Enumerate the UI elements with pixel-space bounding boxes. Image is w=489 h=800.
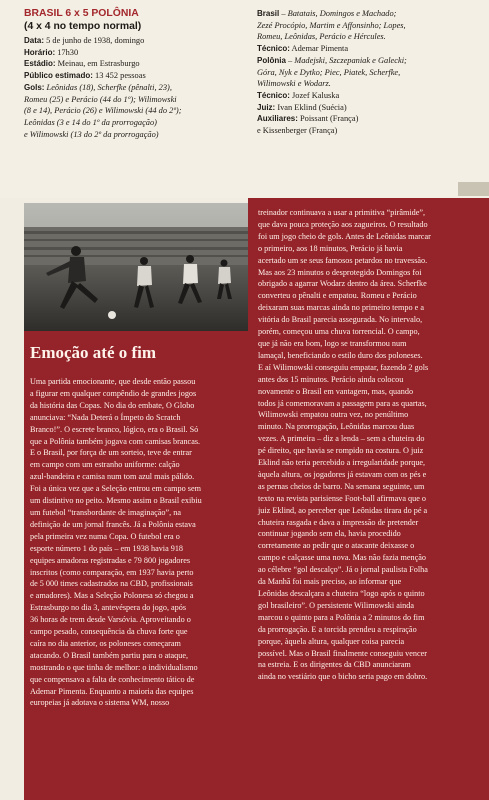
article-line: campo pesado, consequência da chuva forte que [30,627,188,637]
assistants-row [257,113,457,125]
article-line: de 5 000 times cadastrados na CBD, profissionais [30,579,193,589]
stadium-value: Meinau, em Estrasburgo [55,59,140,69]
article-line: àquela altura, os jogadores já estavam com os pés e [258,469,427,479]
article-line: E o Brasil, por força de um sorteio, teve de entrar [30,448,192,458]
polonia-coach: Jozef Kaluska [289,90,340,100]
brasil-players: Romeu, Leônidas, Perácio e Hércules. [257,32,386,42]
article-line: ainda no vestiário que o bicho seria pago em dobro. [258,672,428,682]
article-line: da Manhã foi mais preciso, ao informar que [258,577,402,587]
article-body-left [30,376,242,709]
polonia-coach-row [257,90,457,102]
article-line: Eklind não teria percebido a irregularidade porque, [258,458,426,468]
coach-label: Técnico: [257,90,290,100]
referee-value: Ivan Eklind (Suécia) [275,102,347,112]
article-line: Wilimowski empatou outra vez, no penúltimo [258,410,409,420]
article-line: ao célebre “gol descalço”. Já o jornal paulista Folha [258,565,428,575]
attendance-label: Público estimado: [24,71,93,81]
article-line: possível. Mas o Brasil finalmente conseguiu vencer [258,648,427,658]
polonia-players: Wilimowski e Wodarz. [257,79,331,89]
date-value: 5 de junho de 1938, domingo [44,36,145,45]
article-line: todos já comemoravam a passagem para as quartas, [258,398,427,408]
article-line: treinador continuava a usar a primitiva “pirâmide”, [258,208,426,217]
article-line: em campo com um estranho uniforme: calção [30,460,180,470]
article-line: campo e calçasse uma nova. Mas não fazia menção [258,553,426,563]
article-line: Ademar Pimenta. Enquanto a maioria das equipes [30,686,194,696]
goals-line: Romeu (25) e Perácio (44 do 1º); Wilimowski [24,94,177,104]
article-line: marcou o quinto para a Polônia a 2 minutos do fim [258,612,425,622]
article-line: porque, àquela altura, qualquer coisa parecia [258,636,405,646]
article-line: europeias já adotava o sistema WM, nosso [30,698,170,708]
goals-line: Leônidas (3 e 14 do 1º da prorrogação) [24,117,157,127]
article-line: juiz Eklind, ao perceber que Leônidas tirara do pé a [258,505,428,515]
match-subtitle: (4 x 4 no tempo normal) [24,21,142,32]
stadium-row [24,58,250,70]
article-line: E aí Wilimowski conseguiu empatar, fazendo 2 gols [258,362,429,372]
attendance-row [24,70,250,82]
polonia-label: Polônia [257,55,286,65]
brasil-label: Brasil [257,9,280,18]
article-line: converteu o pênalti e empatou. Romeu e Perácio [258,291,417,301]
time-row [24,47,250,59]
brasil-coach-row [257,43,457,55]
article-line: pela primeira vez numa Copa. O futebol era o [30,531,180,541]
assistants-value-2: e Kissenberger (França) [257,126,338,136]
time-value: 17h30 [55,47,79,57]
goals-row [24,82,250,94]
article-line: Leônidas descalçara a chuteira “logo após o quinto [258,589,425,598]
article-line: da prorrogação. E a torcida prendeu a respiração [258,624,417,634]
article-line: definição de um jornal francês. Já a Polônia estava [30,519,196,529]
brasil-coach: Ademar Pimenta [289,44,349,54]
article-line: que compensava a falta de conhecimento tático de [30,674,195,684]
article-line: a figurar em qualquer compêndio de grandes jogos [30,388,197,398]
article-line: Uma partida emocionante, que desde então passou [30,377,196,386]
polonia-players: Góra, Nyk e Dytko; Piec, Piatek, Scherfke, [257,67,401,77]
article-line: azul-bandeira e camisa num tom azul mais pálido. [30,472,195,482]
article-line: que já não era bom, logo se transformou num [258,338,407,348]
referee-label: Juiz: [257,102,276,112]
article-line: texto na revista parisiense Foot-ball afirmava que o [258,493,427,503]
match-photo [24,203,248,331]
goals-line: Leônidas (18), Scherfke (pênalti, 23), [44,82,172,92]
article-line: inscritos (como comparação, em 1937 havia perto [30,567,194,577]
article-body-right [258,207,480,683]
article-line: obrigado a agarrar Wodarz dentro da área. Scherfke [258,279,427,289]
article-line: um futebol “transbordante de imaginação”, na [30,507,181,517]
article-line: novamente o Brasil em vantagem, mas, quando [258,386,414,396]
assistants-value: Poissant (França) [297,114,359,124]
time-label: Horário: [24,47,56,57]
article-line: atacando. O Brasil também partiu para o ataque, [30,650,189,660]
goals-line: (8 e 14), Perácio (26) e Wilimowski (44 do 2º); [24,106,182,116]
stadium-label: Estádio: [24,59,56,69]
article-line: antes dos 15 minutos. Perácio ainda colocou [258,374,404,384]
article-line: que dava pouca proteção aos zagueiros. O resultado [258,219,428,229]
article-line: chuteira rasgada e dava a impressão de pretender [258,517,419,527]
article-line: mostrando o que tinha de melhor: o individualismo [30,662,198,672]
article-column-right [248,198,489,800]
attendance-value: 13 452 pessoas [92,71,146,81]
article-line: vitória do Brasil parecia assegurada. No intervalo, [258,315,423,325]
article-line: foi um jogo cheio de gols. Antes de Leônidas marcar [258,231,431,241]
date-row [24,35,250,47]
article-line: um distintivo no peito. Mesmo assim o Brasil exibiu [30,496,202,506]
article-line: as pernas cheios de barro. Na semana seguinte, um [258,481,425,491]
article-line: da história das Copas. No dia do embate, O Globo [30,400,195,410]
article-line: que a Polônia também jogava com camisas brancas. [30,436,201,446]
article-line: porém, começou uma chuva torrencial. O campo, [258,327,420,337]
article-line: Mas aos 23 minutos o desprotegido Domingos foi [258,267,422,277]
article-line: 36 horas de trem desde Varsóvia. Aproveitando o [30,615,191,625]
goals-line: e Wilimowski (13 do 2º da prorrogação) [24,129,159,139]
article-line: deixaram suas marcas ainda no primeiro tempo e a [258,303,424,313]
article-line: minuto. Na prorrogação, Leônidas marcou duas [258,422,415,432]
lineups [257,8,457,137]
page-corner-tab [458,182,489,196]
article-line: continuar jogando sem ela, havia procedido [258,529,401,539]
goals-label: Gols: [24,82,45,92]
article-line: acertado um se seus famosos petardos no travessão. [258,255,428,265]
match-summary [24,8,250,140]
article-column-left [24,331,248,800]
article-line: gol brasileiro”. O persistente Wilimowski ainda [258,600,414,610]
article-line: o primeiro, aos 18 minutos, Perácio já havia [258,243,403,253]
brasil-lineup [257,8,457,20]
article-line: na estreia. E os dirigentes da CBD anunciaram [258,660,411,670]
match-info-panel [0,0,489,198]
polonia-players: – Madejski, Szczepaniak e Galecki; [285,55,407,65]
article-line: esporte número 1 do país – em 1938 havia 918 [30,543,184,553]
article-line: lamaçal, beneficiando o estilo duro dos poloneses. [258,350,423,360]
assistants-label: Auxiliares: [257,114,298,124]
article-line: Foi a única vez que a Seleção entrou em campo sem [30,484,201,494]
article-line: caíra no dia anterior, os poloneses começaram [30,638,181,648]
article-line: Estrasburgo no dia 3, antevéspera do jogo, após [30,603,187,613]
article-line: pé direito, que havia se rompido na costura. O juiz [258,446,424,456]
article-line: e amadores). Mas a Seleção Polonesa só chegou a [30,591,194,601]
match-title: BRASIL 6 x 5 POLÔNIA [24,8,139,19]
date-label: Data: [24,36,45,45]
article-line: equipes amadoras registradas e 79 800 jogadores [30,555,191,565]
referee-row [257,102,457,114]
article-line: corretamente ao pedir que o atacante deixasse o [258,541,415,551]
article-line: anunciava: “Nada Deterá o Ímpeto do Scratch [30,412,181,422]
article-line: Branco!”. O escrete branco, lógico, era o Brasil. Só [30,424,199,434]
polonia-lineup [257,55,457,67]
article-headline: Emoção até o fim [30,343,157,362]
brasil-players: – Batatais, Domingos e Machado; [279,9,397,18]
article-line: vezes. A primeira – diz a lenda – sem a chuteira do [258,434,425,444]
coach-label: Técnico: [257,44,290,54]
brasil-players: Zezé Procópio, Martim e Affonsinho; Lopes, [257,20,406,30]
